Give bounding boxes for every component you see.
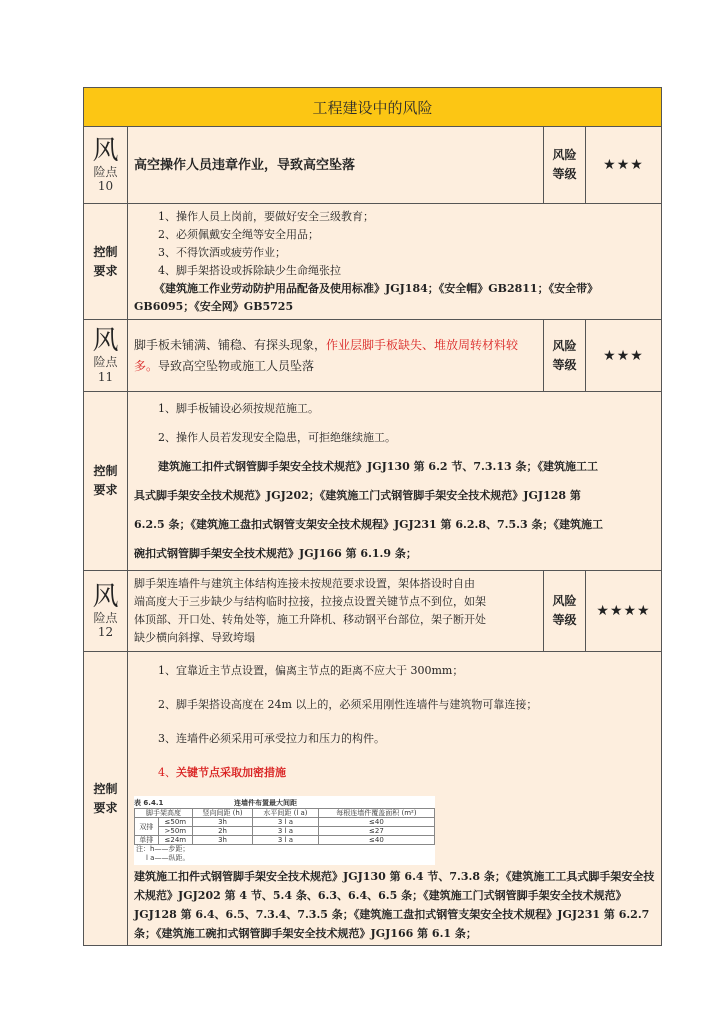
control-row-11 (84, 392, 662, 571)
risk-point-number: 11 (97, 369, 114, 384)
embedded-table-cell: 2h (192, 827, 252, 836)
page-title: 工程建设中的风险 (84, 88, 662, 127)
risk-level-label-2: 等级 (552, 167, 577, 181)
embedded-table-grid (134, 808, 435, 845)
risk-level-label (544, 571, 586, 652)
risk-description-highlight: 作业层脚手板缺失、堆放周转材料较多。 (134, 337, 519, 373)
risk-description-line: 端高度大于三步缺少与结构临时拉接，拉接点设置关键节点不到位，如架 (134, 595, 486, 608)
embedded-table-row (135, 836, 435, 845)
embedded-table-header-cell: 每根连墙件覆盖面积 (m²) (318, 809, 434, 818)
embedded-table-number: 表 6.4.1 (134, 799, 164, 807)
embedded-table-cell: ≤50m (158, 818, 192, 827)
control-requirements (128, 652, 662, 946)
standard-references: 6.2.5 条；《建筑施工盘扣式钢管支架安全技术规程》JGJ231 第 6.2.8、7.5.3 条；《建筑施工 (134, 518, 603, 531)
risk-table (83, 87, 662, 946)
embedded-table-cell: 3h (192, 836, 252, 845)
risk-sheet (83, 87, 661, 946)
risk-level-label (544, 320, 586, 392)
embedded-table-cell: 3 l a (253, 827, 319, 836)
risk-description-line: 体顶部、开口处、转角处等，施工升降机、移动钢平台部位，架子断开处 (134, 613, 486, 626)
requirement-item: 2、脚手架搭设高度在 24m 以上的，必须采用刚性连墙件与建筑物可靠连接； (158, 698, 538, 711)
embedded-spacing-table (134, 796, 435, 865)
control-requirements (128, 392, 662, 571)
requirement-item: 2、必须佩戴安全绳等安全用品； (158, 227, 319, 241)
requirement-item: 1、操作人员上岗前，要做好安全三级教育； (158, 209, 374, 223)
control-label-1: 控制 (93, 781, 118, 796)
risk-point-label: 险点 (93, 164, 118, 179)
risk-description-line: 缺少横向斜撑、导致垮塌 (134, 631, 255, 644)
embedded-table-note: l a——纵距。 (146, 854, 190, 862)
risk-point-cell (84, 320, 128, 392)
risk-point-label: 险点 (93, 610, 118, 625)
embedded-table-cell: ≤27 (318, 827, 434, 836)
control-label-1: 控制 (93, 464, 118, 478)
risk-level-label-1: 风险 (552, 594, 577, 608)
standard-references: 碗扣式钢管脚手架安全技术规范》JGJ166 第 6.1.9 条； (134, 547, 417, 560)
risk-char: 风 (92, 135, 119, 166)
requirement-item: 1、脚手板铺设必须按规范施工。 (158, 402, 319, 415)
control-label-2: 要求 (93, 263, 118, 278)
requirement-number: 4、 (158, 766, 176, 779)
risk-description: 高空操作人员违章作业，导致高空坠落 (128, 127, 544, 204)
embedded-table-caption (134, 798, 435, 808)
control-label (84, 392, 128, 571)
control-label-2: 要求 (93, 800, 118, 815)
embedded-table-cell: 3 l a (253, 836, 319, 845)
embedded-table-title: 连墙件布置最大间距 (234, 799, 297, 807)
risk-level-label (544, 127, 586, 204)
embedded-table-cell: ≤40 (318, 836, 434, 845)
embedded-table-header (135, 809, 435, 818)
risk-row-10 (84, 127, 662, 204)
standard-references: 具式脚手架安全技术规范》JGJ202；《建筑施工门式钢管脚手架安全技术规范》JGJ128 第 (134, 489, 581, 502)
risk-point-cell (84, 127, 128, 204)
embedded-table-cell: ≤24m (158, 836, 192, 845)
risk-description-part: 脚手板未铺满、铺稳、有探头现象， (134, 337, 327, 352)
risk-description (128, 571, 544, 652)
standard-references: 《建筑施工作业劳动防护用品配备及使用标准》JGJ184；《安全帽》GB2811；《安全带》GB6095；《安全网》GB5725 (134, 281, 599, 313)
embedded-table-cell: 3h (192, 818, 252, 827)
embedded-table-cell: >50m (158, 827, 192, 836)
requirement-item: 4、脚手架搭设或拆除缺少生命绳张拉 (158, 263, 341, 277)
risk-point-number: 10 (97, 179, 114, 193)
risk-level-label-2: 等级 (552, 357, 577, 372)
embedded-table-cell: ≤40 (318, 818, 434, 827)
embedded-table-header-cell: 水平间距 (l a) (253, 809, 319, 818)
embedded-table-cell: 单排 (135, 836, 159, 845)
control-row-10 (84, 204, 662, 320)
risk-level-label-2: 等级 (552, 613, 577, 627)
embedded-table-header-cell: 竖向间距 (h) (192, 809, 252, 818)
risk-stars: ★★★ (586, 320, 662, 392)
risk-description-part: 导致高空坠物或施工人员坠落 (158, 358, 315, 373)
risk-stars: ★★★ (586, 127, 662, 204)
requirement-item: 2、操作人员若发现安全隐患，可拒绝继续施工。 (158, 431, 396, 444)
risk-row-12 (84, 571, 662, 652)
standard-references: 建筑施工扣件式钢管脚手架安全技术规范》JGJ130 第 6.4 节、7.3.8 条；《建筑施工工具式脚手架安全技术规范》JGJ202 第 4 节、5.4 条、6.3、6.4、6.5 条；《建筑施工门式钢管脚手架安全技术规范》JGJ128 第 6.4、6.5、7.3.4、7.3.5 条；《建筑施工盘扣式钢管支架安全技术规程》JGJ231 第 6.2.7 条；《建筑施工碗扣式钢管脚手架安全技术规范》JGJ166 第 6.1 条； (134, 870, 655, 940)
requirement-item: 3、连墙件必须采用可承受拉力和压力的构件。 (158, 732, 385, 745)
risk-point-cell (84, 571, 128, 652)
requirement-item: 3、不得饮酒或疲劳作业； (158, 245, 286, 259)
risk-description (128, 320, 544, 392)
requirement-item (134, 756, 655, 790)
requirement-item: 1、宜靠近主节点设置，偏离主节点的距离不应大于 300mm； (158, 664, 464, 677)
control-label (84, 652, 128, 946)
risk-point-number: 12 (97, 625, 114, 639)
control-label (84, 204, 128, 320)
control-row-12 (84, 652, 662, 946)
risk-row-11 (84, 320, 662, 392)
risk-char: 风 (92, 326, 119, 357)
title-row (84, 88, 662, 127)
risk-level-label-1: 风险 (552, 338, 577, 353)
embedded-table-row (135, 818, 435, 827)
control-requirements (128, 204, 662, 320)
requirement-highlight: 关键节点采取加密措施 (176, 766, 286, 779)
embedded-table-header-cell: 脚手架高度 (135, 809, 193, 818)
control-label-2: 要求 (93, 483, 118, 497)
risk-level-label-1: 风险 (552, 148, 577, 162)
standard-references: 建筑施工扣件式钢管脚手架安全技术规范》JGJ130 第 6.2 节、7.3.13 条；《建筑施工工 (158, 460, 598, 473)
embedded-table-row (135, 827, 435, 836)
control-label-1: 控制 (93, 244, 118, 259)
risk-description-line: 脚手架连墙件与建筑主体结构连接未按规范要求设置，架体搭设时自由 (134, 577, 475, 590)
embedded-table-cell: 3 l a (253, 818, 319, 827)
embedded-table-cell: 双排 (135, 818, 159, 836)
risk-point-label: 险点 (93, 355, 118, 370)
risk-stars: ★★★★ (586, 571, 662, 652)
embedded-table-note: 注：h——步距； (136, 845, 190, 853)
risk-char: 风 (92, 581, 119, 612)
